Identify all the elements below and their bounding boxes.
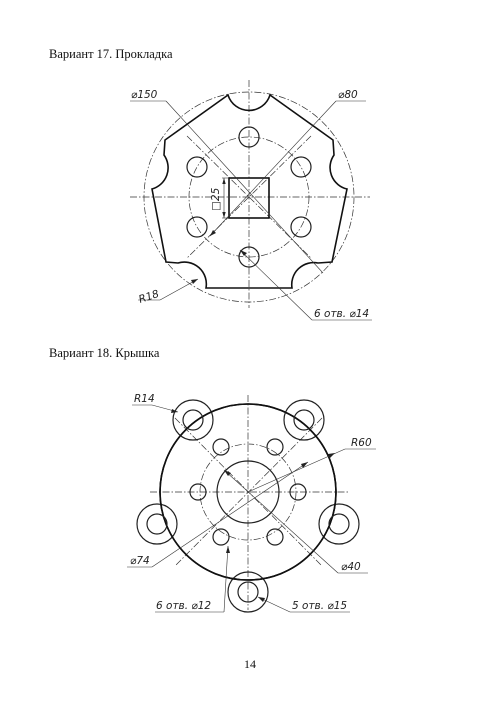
label-square-25: □25: [210, 187, 222, 211]
label-d74: ⌀74: [130, 555, 150, 567]
page-number: 14: [244, 657, 256, 671]
leader-r14-arrow: [171, 409, 178, 413]
variant-18-heading: Вариант 18. Крышка: [49, 346, 160, 360]
hole-upper-left: [187, 157, 207, 177]
hole15-left: [147, 514, 167, 534]
lug-top-right: [284, 400, 324, 440]
leader-holes12: [224, 546, 228, 612]
hole12-6: [267, 529, 283, 545]
label-d80: ⌀80: [338, 89, 358, 101]
leader-holes14-arrow: [240, 250, 247, 256]
leader-holes15-arrow: [258, 597, 265, 602]
square-arrow-bottom: [222, 212, 225, 218]
label-d150: ⌀150: [131, 89, 158, 101]
leader-holes12-arrow: [226, 546, 230, 553]
leader-d74: [152, 462, 308, 567]
label-holes15: 5 отв. ⌀15: [292, 600, 348, 612]
variant-17-heading: Вариант 17. Прокладка: [49, 47, 173, 61]
label-r18: R18: [137, 288, 161, 306]
gasket-drawing: [130, 80, 372, 320]
label-d40: ⌀40: [341, 561, 361, 573]
label-holes12: 6 отв. ⌀12: [156, 600, 212, 612]
label-r14: R14: [134, 393, 155, 405]
leader-r18-arrow: [191, 279, 198, 284]
label-r60: R60: [351, 437, 372, 449]
square-arrow-top: [222, 178, 225, 184]
cover-drawing: [127, 393, 376, 612]
leader-holes14: [240, 250, 312, 320]
label-holes14: 6 отв. ⌀14: [314, 308, 370, 320]
hole15-top-right: [294, 410, 314, 430]
lug-right: [319, 504, 359, 544]
hole-upper-right: [291, 157, 311, 177]
leader-d40: [224, 470, 338, 573]
leader-d150: [166, 101, 323, 273]
lug-left: [137, 504, 177, 544]
hole15-right: [329, 514, 349, 534]
leader-d80: [210, 101, 336, 236]
lug-top-left: [173, 400, 213, 440]
hole15-top-left: [183, 410, 203, 430]
